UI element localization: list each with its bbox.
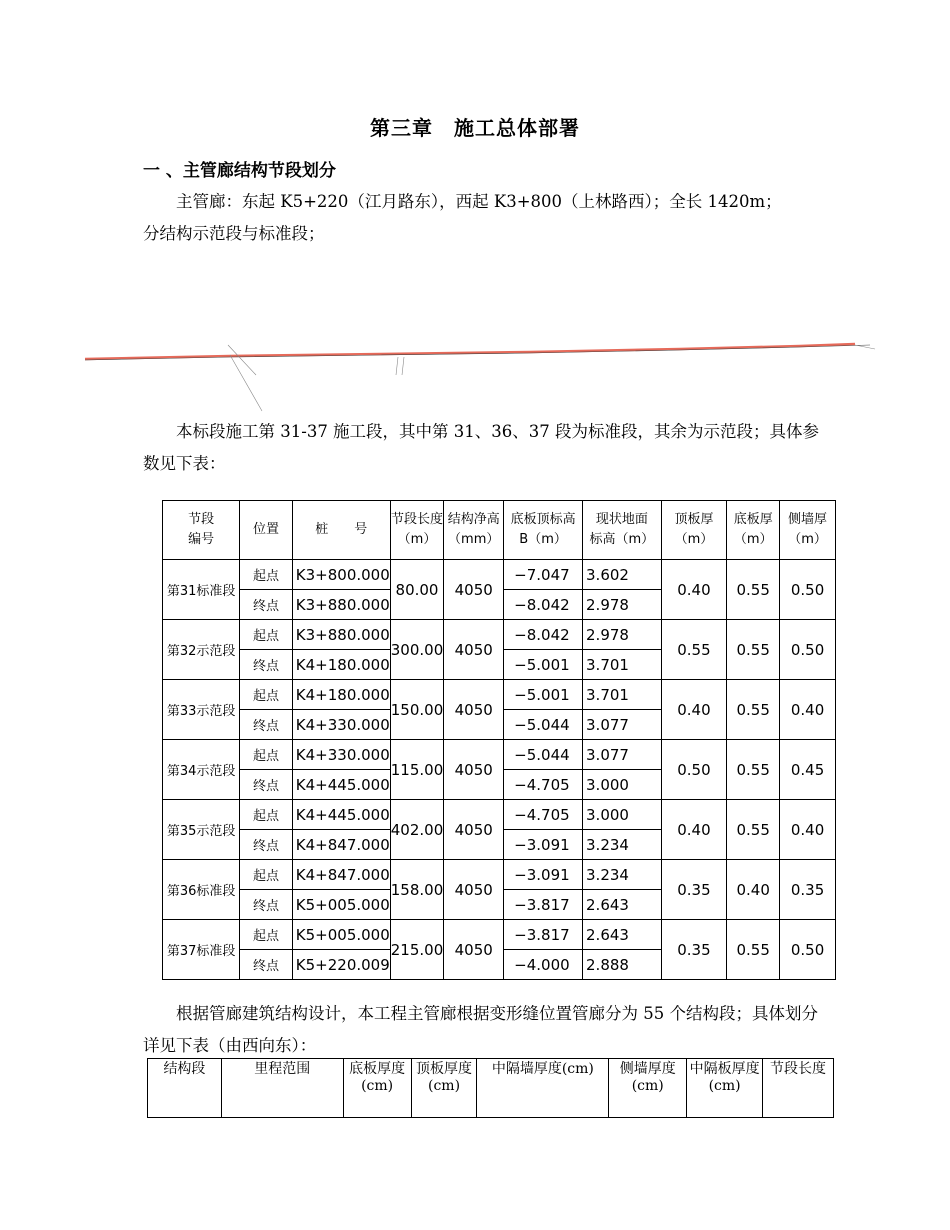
end-label: 终点	[240, 710, 293, 740]
start-label: 起点	[240, 860, 293, 890]
top-slab-thickness: 0.40	[661, 800, 727, 860]
top-slab-thickness: 0.40	[661, 560, 727, 620]
table-row	[163, 680, 836, 710]
end-bottom-elev: −5.044	[504, 710, 583, 740]
end-stake: K4+847.000	[292, 830, 390, 860]
start-ground-elev: 3.000	[583, 800, 662, 830]
end-ground-elev: 3.077	[583, 710, 662, 740]
start-stake: K3+800.000	[292, 560, 390, 590]
bottom-slab-thickness: 0.55	[727, 800, 780, 860]
start-label: 起点	[240, 740, 293, 770]
segment-name: 第32示范段	[163, 620, 240, 680]
segment-name: 第33示范段	[163, 680, 240, 740]
table-row	[163, 740, 836, 770]
header-structure-segment: 结构段	[148, 1059, 222, 1118]
segment-length: 402.00	[390, 800, 444, 860]
end-label: 终点	[240, 590, 293, 620]
segment-length: 80.00	[390, 560, 444, 620]
structure-height: 4050	[444, 560, 504, 620]
side-wall-thickness: 0.50	[780, 920, 836, 980]
end-stake: K5+220.009	[292, 950, 390, 980]
start-ground-elev: 2.643	[583, 920, 662, 950]
end-stake: K4+445.000	[292, 770, 390, 800]
side-wall-thickness: 0.35	[780, 860, 836, 920]
header-top-slab-thickness: 顶板厚度(cm)	[411, 1059, 477, 1118]
start-ground-elev: 3.077	[583, 740, 662, 770]
start-ground-elev: 2.978	[583, 620, 662, 650]
start-ground-elev: 3.234	[583, 860, 662, 890]
route-tail	[855, 345, 875, 349]
cross-road-2	[230, 355, 262, 411]
bottom-slab-thickness: 0.55	[727, 920, 780, 980]
structure-height: 4050	[444, 620, 504, 680]
start-bottom-elev: −5.044	[504, 740, 583, 770]
end-ground-elev: 3.701	[583, 650, 662, 680]
start-stake: K5+005.000	[292, 920, 390, 950]
division-paragraph: 根据管廊建筑结构设计，本工程主管廊根据变形缝位置管廊分为 55 个结构段；具体划分详见下表（由西向东）：	[143, 1004, 818, 1055]
header-bottom-thick: 底板厚 （m）	[727, 501, 780, 560]
header-length: 节段长度 （m）	[390, 501, 444, 560]
header-mileage-range: 里程范围	[221, 1059, 343, 1118]
end-bottom-elev: −4.705	[504, 770, 583, 800]
side-wall-thickness: 0.50	[780, 560, 836, 620]
end-ground-elev: 2.888	[583, 950, 662, 980]
top-slab-thickness: 0.50	[661, 740, 727, 800]
bottom-slab-thickness: 0.55	[727, 740, 780, 800]
start-stake: K4+330.000	[292, 740, 390, 770]
start-ground-elev: 3.602	[583, 560, 662, 590]
segment-length: 150.00	[390, 680, 444, 740]
side-wall-thickness: 0.50	[780, 620, 836, 680]
start-ground-elev: 3.701	[583, 680, 662, 710]
header-bottom-elev: 底板顶标高 B（m）	[504, 501, 583, 560]
segment-name: 第34示范段	[163, 740, 240, 800]
end-bottom-elev: −8.042	[504, 590, 583, 620]
cross-road-1	[228, 345, 256, 375]
table-row	[163, 560, 836, 590]
header-height: 结构净高 （mm）	[444, 501, 504, 560]
start-stake: K4+180.000	[292, 680, 390, 710]
header-side-wall-thickness: 侧墙厚度(cm)	[609, 1059, 687, 1118]
header-bottom-slab-thickness: 底板厚度(cm)	[343, 1059, 411, 1118]
header-middle-wall-thickness: 中隔墙厚度(cm)	[477, 1059, 609, 1118]
start-label: 起点	[240, 800, 293, 830]
segment-length: 300.00	[390, 620, 444, 680]
start-stake: K4+445.000	[292, 800, 390, 830]
side-wall-thickness: 0.40	[780, 680, 836, 740]
structure-division-table	[147, 1058, 834, 1118]
stage-paragraph: 本标段施工第 31-37 施工段，其中第 31、36、37 段为标准段，其余为示范段；具体参数见下表：	[143, 422, 820, 473]
start-bottom-elev: −8.042	[504, 620, 583, 650]
end-ground-elev: 2.643	[583, 890, 662, 920]
segment-name: 第31标准段	[163, 560, 240, 620]
table-header-row	[163, 501, 836, 560]
segment-name: 第36标准段	[163, 860, 240, 920]
top-slab-thickness: 0.35	[661, 860, 727, 920]
table-row	[163, 860, 836, 890]
end-bottom-elev: −5.001	[504, 650, 583, 680]
start-label: 起点	[240, 680, 293, 710]
start-label: 起点	[240, 620, 293, 650]
start-bottom-elev: −4.705	[504, 800, 583, 830]
end-stake: K4+330.000	[292, 710, 390, 740]
header-stake: 桩 号	[292, 501, 390, 560]
segment-length: 115.00	[390, 740, 444, 800]
end-stake: K3+880.000	[292, 590, 390, 620]
segment-length: 158.00	[390, 860, 444, 920]
bottom-slab-thickness: 0.55	[727, 560, 780, 620]
start-bottom-elev: −5.001	[504, 680, 583, 710]
end-stake: K5+005.000	[292, 890, 390, 920]
table-row	[163, 800, 836, 830]
structure-height: 4050	[444, 800, 504, 860]
start-label: 起点	[240, 560, 293, 590]
start-label: 起点	[240, 920, 293, 950]
start-stake: K4+847.000	[292, 860, 390, 890]
segment-name: 第35示范段	[163, 800, 240, 860]
start-bottom-elev: −3.817	[504, 920, 583, 950]
bottom-slab-thickness: 0.55	[727, 680, 780, 740]
table2-header-row	[148, 1059, 834, 1118]
end-stake: K4+180.000	[292, 650, 390, 680]
structure-height: 4050	[444, 920, 504, 980]
start-bottom-elev: −7.047	[504, 560, 583, 590]
bottom-slab-thickness: 0.55	[727, 620, 780, 680]
end-ground-elev: 3.234	[583, 830, 662, 860]
start-stake: K3+880.000	[292, 620, 390, 650]
end-label: 终点	[240, 830, 293, 860]
end-label: 终点	[240, 950, 293, 980]
end-label: 终点	[240, 770, 293, 800]
intro-paragraph: 主管廊：东起 K5+220（江月路东），西起 K3+800（上林路西）；全长 1420m；分结构示范段与标准段；	[143, 192, 782, 243]
end-bottom-elev: −4.000	[504, 950, 583, 980]
header-top-thick: 顶板厚 （m）	[661, 501, 727, 560]
cross-road-3	[396, 357, 398, 375]
bottom-slab-thickness: 0.40	[727, 860, 780, 920]
end-label: 终点	[240, 890, 293, 920]
end-ground-elev: 2.978	[583, 590, 662, 620]
segment-length: 215.00	[390, 920, 444, 980]
top-slab-thickness: 0.55	[661, 620, 727, 680]
table-row	[163, 620, 836, 650]
end-bottom-elev: −3.091	[504, 830, 583, 860]
header-position: 位置	[240, 501, 293, 560]
segment-name: 第37标准段	[163, 920, 240, 980]
chapter-title: 第三章 施工总体部署	[370, 116, 580, 140]
end-bottom-elev: −3.817	[504, 890, 583, 920]
header-wall-thick: 侧墙厚 （m）	[780, 501, 836, 560]
header-segment-length: 节段长度	[763, 1059, 834, 1118]
pipe-gallery-route-drawing	[80, 335, 880, 415]
end-label: 终点	[240, 650, 293, 680]
route-line	[85, 344, 855, 359]
table-row	[163, 920, 836, 950]
header-middle-plate-thickness: 中隔板厚度(cm)	[687, 1059, 763, 1118]
header-ground-elev: 现状地面 标高（m）	[583, 501, 662, 560]
top-slab-thickness: 0.35	[661, 920, 727, 980]
header-segment: 节段 编号	[163, 501, 240, 560]
cross-road-4	[402, 357, 404, 375]
side-wall-thickness: 0.45	[780, 740, 836, 800]
segment-parameter-table	[162, 500, 836, 980]
start-bottom-elev: −3.091	[504, 860, 583, 890]
structure-height: 4050	[444, 740, 504, 800]
structure-height: 4050	[444, 680, 504, 740]
section-title: 一 、主管廊结构节段划分	[143, 161, 336, 181]
top-slab-thickness: 0.40	[661, 680, 727, 740]
side-wall-thickness: 0.40	[780, 800, 836, 860]
structure-height: 4050	[444, 860, 504, 920]
end-ground-elev: 3.000	[583, 770, 662, 800]
